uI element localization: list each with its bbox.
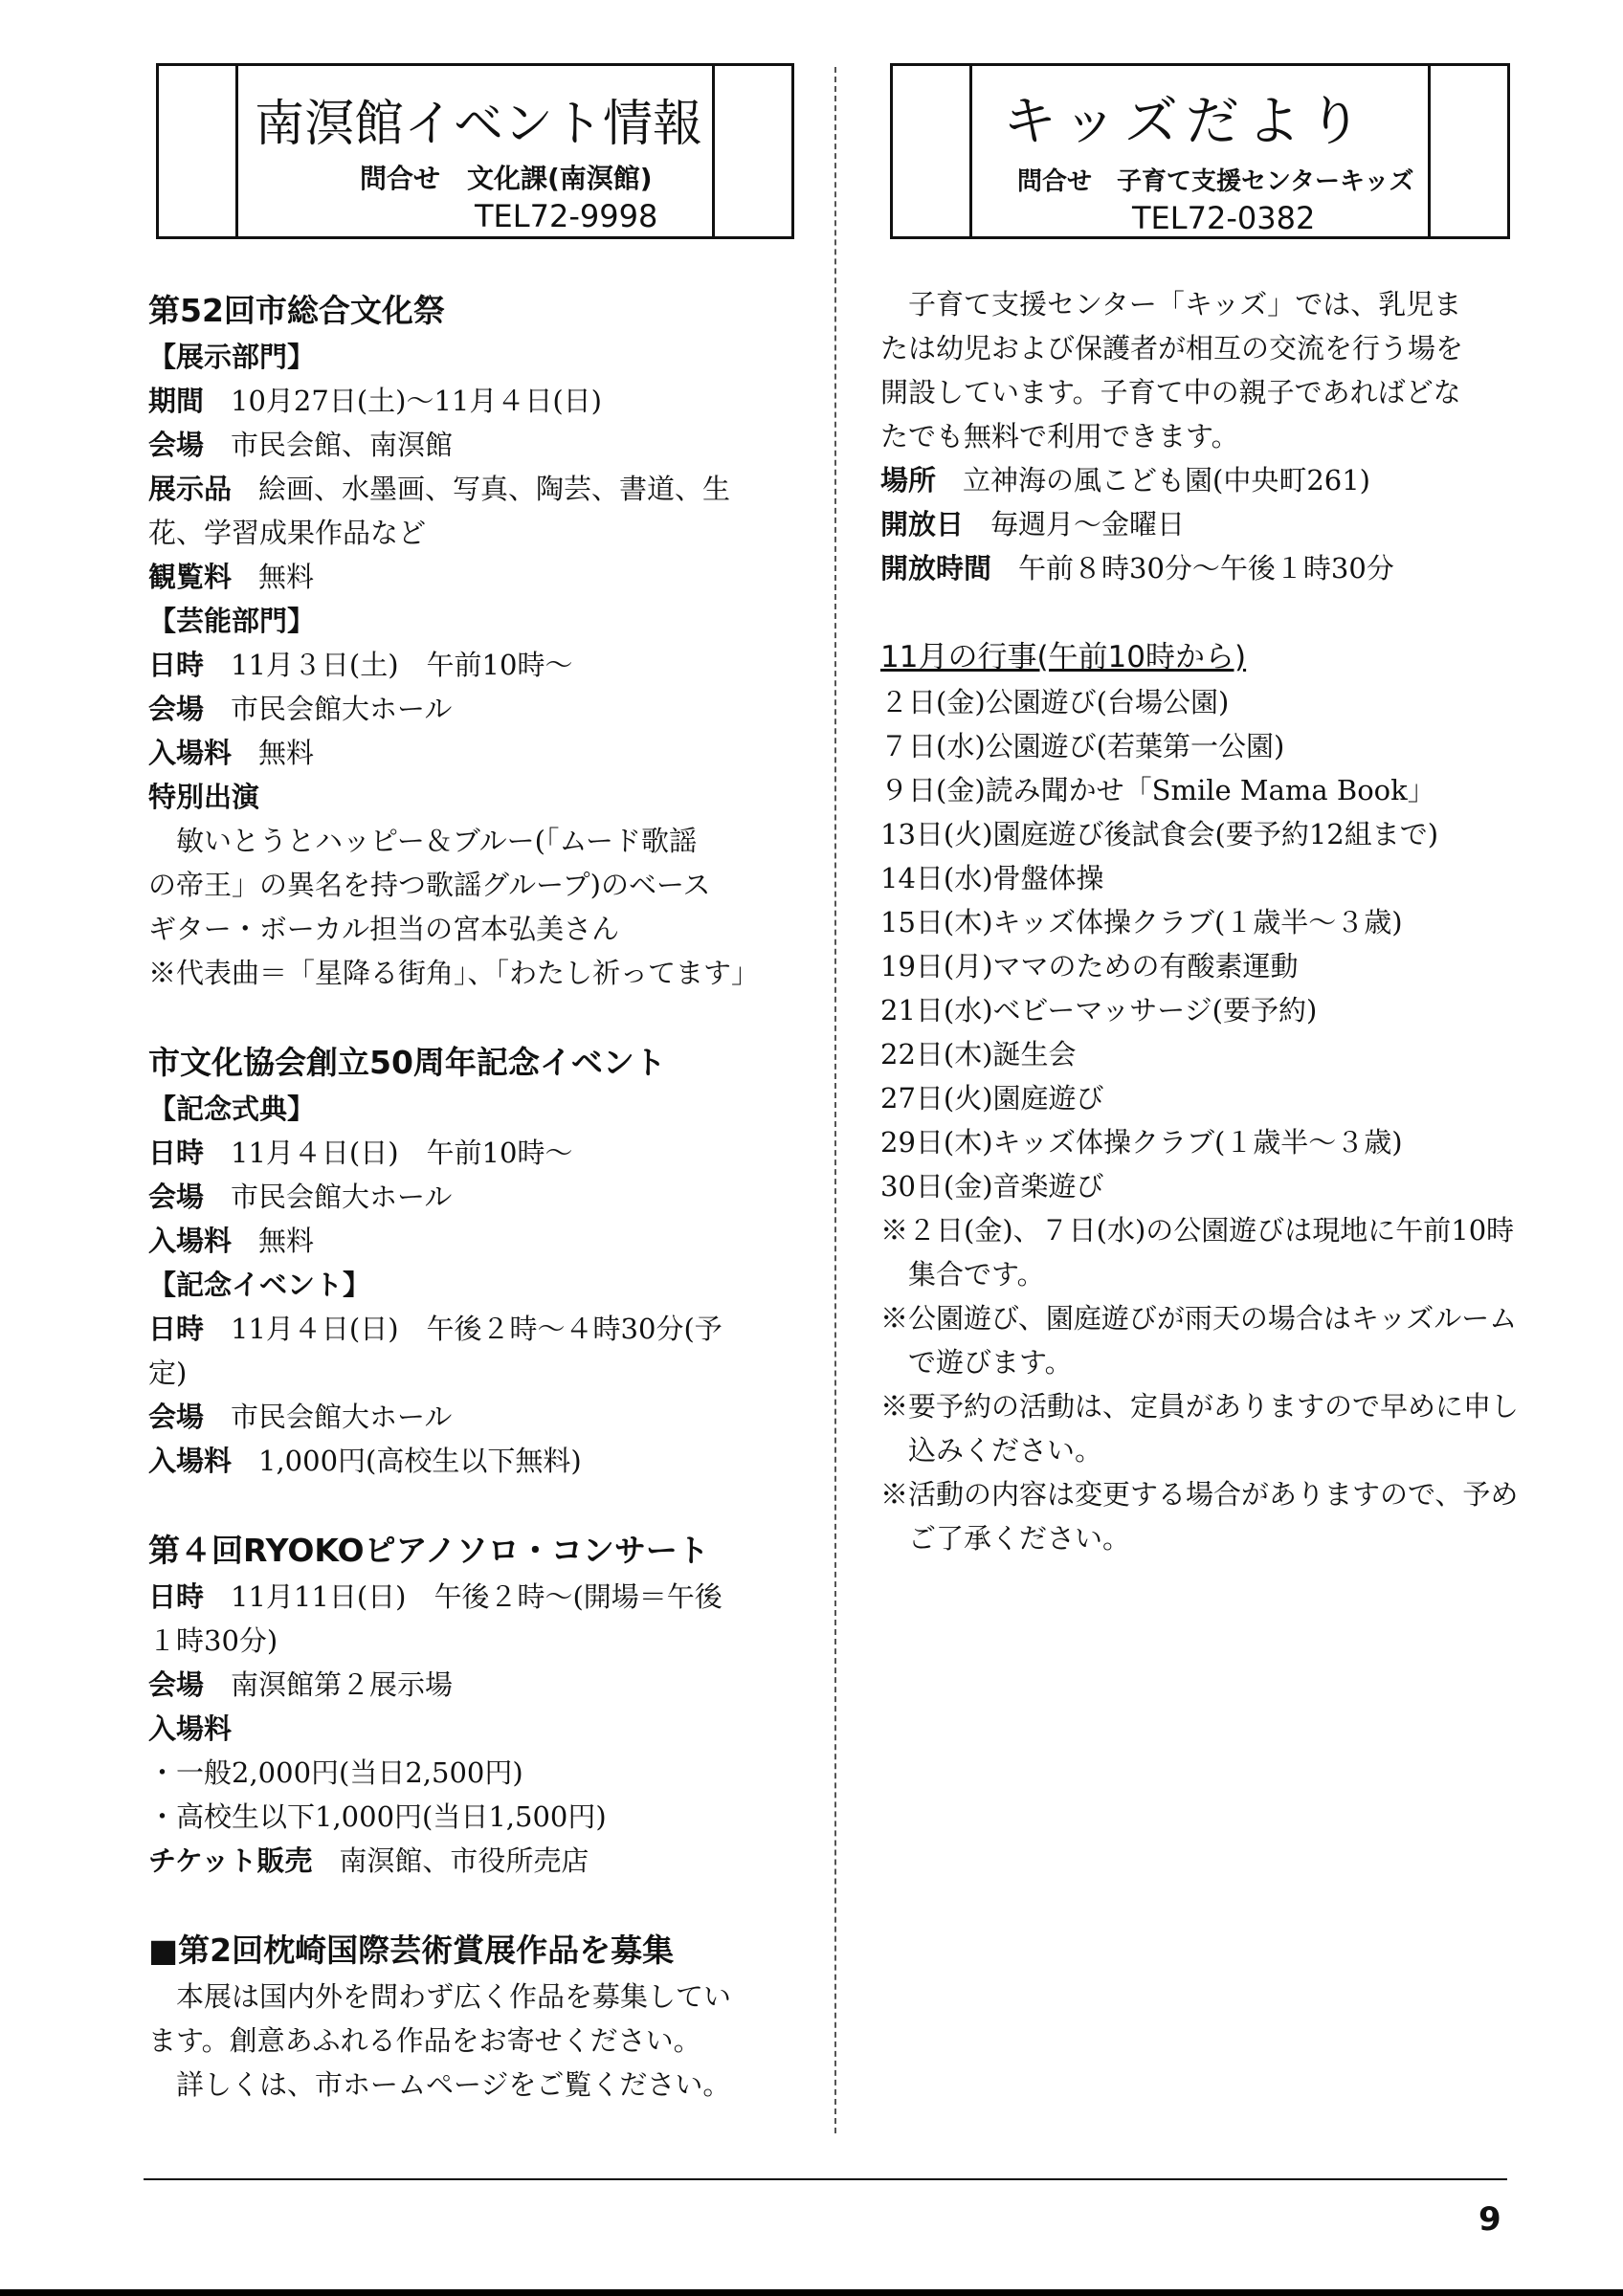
right-header-box — [890, 63, 1510, 239]
row-period: 期間 10月27日(土)～11月４日(日) — [148, 385, 602, 417]
schedule-item: ９日(金)読み聞かせ「Smile Mama Book」 — [880, 774, 1435, 806]
schedule-item: 29日(木)キッズ体操クラブ(１歳半～３歳) — [880, 1126, 1403, 1159]
left-header-contact: 問合せ 文化課(南溟館) — [360, 163, 653, 194]
section-title-anniversary: 市文化協会創立50周年記念イベント — [148, 1044, 666, 1081]
intro-text: 開設しています。子育て中の親子であればどな — [880, 376, 1461, 408]
footer-rule — [144, 2178, 1507, 2180]
schedule-item: 19日(月)ママのための有酸素運動 — [880, 950, 1299, 982]
art-award-text: ます。創意あふれる作品をお寄せください。 — [148, 2024, 701, 2057]
left-column — [148, 287, 809, 2107]
row-date: 日時 11月４日(日) 午前10時～ — [148, 1137, 573, 1169]
subheading-event: 【記念イベント】 — [148, 1269, 371, 1301]
page-number: 9 — [1478, 2200, 1501, 2239]
schedule-item: 22日(木)誕生会 — [880, 1038, 1077, 1071]
row-venue: 会場 市民会館大ホール — [148, 693, 453, 725]
subheading-ceremony: 【記念式典】 — [148, 1093, 316, 1125]
row-ticket: チケット販売 南溟館、市役所売店 — [148, 1844, 589, 1877]
schedule-note: ※活動の内容は変更する場合がありますので、予めご了承ください。 — [880, 1478, 1519, 1555]
schedule-item: 15日(木)キッズ体操クラブ(１歳半～３歳) — [880, 906, 1403, 938]
row-fee-label: 入場料 — [148, 1712, 233, 1745]
section-title-piano-concert: 第４回RYOKOピアノソロ・コンサート — [148, 1532, 709, 1569]
row-fee: 観覧料 無料 — [148, 561, 315, 593]
special-text: ギター・ボーカル担当の宮本弘美さん — [148, 913, 620, 945]
row-place: 場所 立神海の風こども園(中央町261) — [880, 464, 1370, 497]
art-award-text: 詳しくは、市ホームページをご覧ください。 — [176, 2068, 731, 2101]
schedule-item: ２日(金)公園遊び(台場公園) — [880, 686, 1230, 718]
schedule-item: 27日(火)園庭遊び — [880, 1082, 1104, 1115]
row-date-cont: １時30分) — [148, 1624, 278, 1657]
row-fee: 入場料 無料 — [148, 1225, 315, 1257]
bottom-band — [0, 2289, 1623, 2296]
row-fee: 入場料 無料 — [148, 737, 315, 769]
schedule-item: 21日(水)ベビーマッサージ(要予約) — [880, 994, 1318, 1027]
column-divider — [834, 67, 836, 2133]
row-venue: 会場 市民会館大ホール — [148, 1401, 453, 1433]
section-title-culture-festival: 第52回市総合文化祭 — [148, 292, 445, 329]
right-column — [880, 282, 1522, 1560]
row-fee: 入場料 1,000円(高校生以下無料) — [148, 1445, 582, 1477]
row-date: 日時 11月４日(日) 午後２時～４時30分(予 — [148, 1313, 723, 1345]
fee-item: ・高校生以下1,000円(当日1,500円) — [148, 1800, 607, 1833]
schedule-title: 11月の行事(午前10時から) — [880, 640, 1247, 674]
subheading-exhibit: 【展示部門】 — [148, 341, 316, 373]
row-items-cont: 花、学習成果作品など — [148, 517, 427, 549]
right-header-title: キッズだより — [1003, 91, 1369, 153]
schedule-item: ７日(水)公園遊び(若葉第一公園) — [880, 730, 1285, 762]
row-venue: 会場 南溟館第２展示場 — [148, 1668, 454, 1701]
intro-text: たでも無料で利用できます。 — [880, 420, 1239, 453]
row-open-days: 開放日 毎週月～金曜日 — [880, 508, 1186, 541]
subheading-special-guest: 特別出演 — [148, 781, 260, 813]
special-text: の帝王」の異名を持つ歌謡グループ)のベース — [148, 869, 711, 901]
row-venue: 会場 市民会館、南溟館 — [148, 429, 454, 461]
schedule-note: ※公園遊び、園庭遊びが雨天の場合はキッズルームで遊びます。 — [880, 1302, 1518, 1379]
left-header-title: 南溟館イベント情報 — [255, 96, 703, 153]
schedule-note: ※２日(金)、７日(水)の公園遊びは現地に午前10時集合です。 — [880, 1214, 1515, 1291]
row-venue: 会場 市民会館大ホール — [148, 1181, 453, 1213]
row-date: 日時 11月11日(日) 午後２時～(開場＝午後 — [148, 1580, 723, 1613]
row-date: 日時 11月３日(土) 午前10時～ — [148, 649, 573, 681]
intro-text: たは幼児および保護者が相互の交流を行う場を — [880, 332, 1464, 364]
left-header-box — [156, 63, 794, 239]
left-header-tel: TEL72-9998 — [475, 198, 658, 234]
intro-text: 子育て支援センター「キッズ」では、乳児ま — [908, 288, 1462, 320]
schedule-item: 13日(火)園庭遊び後試食会(要予約12組まで) — [880, 818, 1439, 850]
art-award-text: 本展は国内外を問わず広く作品を募集してい — [176, 1980, 732, 2013]
special-note: ※代表曲＝「星降る街角」、「わたし祈ってます」 — [148, 957, 760, 989]
section-title-art-award: ■第2回枕崎国際芸術賞展作品を募集 — [148, 1932, 675, 1969]
subheading-performance: 【芸能部門】 — [148, 605, 316, 637]
schedule-item: 30日(金)音楽遊び — [880, 1170, 1104, 1203]
right-header-contact: 問合せ 子育て支援センターキッズ — [1017, 167, 1414, 196]
schedule-item: 14日(水)骨盤体操 — [880, 862, 1104, 894]
schedule-note: ※要予約の活動は、定員がありますので早めに申し込みください。 — [880, 1390, 1520, 1467]
row-date-cont: 定) — [148, 1357, 188, 1389]
row-items: 展示品 絵画、水墨画、写真、陶芸、書道、生 — [148, 473, 731, 505]
fee-item: ・一般2,000円(当日2,500円) — [148, 1756, 523, 1789]
right-header-tel: TEL72-0382 — [1132, 200, 1316, 236]
special-text: 敏いとうとハッピー＆ブルー(「ムード歌謡 — [176, 825, 698, 857]
row-hours: 開放時間 午前８時30分～午後１時30分 — [880, 552, 1394, 585]
